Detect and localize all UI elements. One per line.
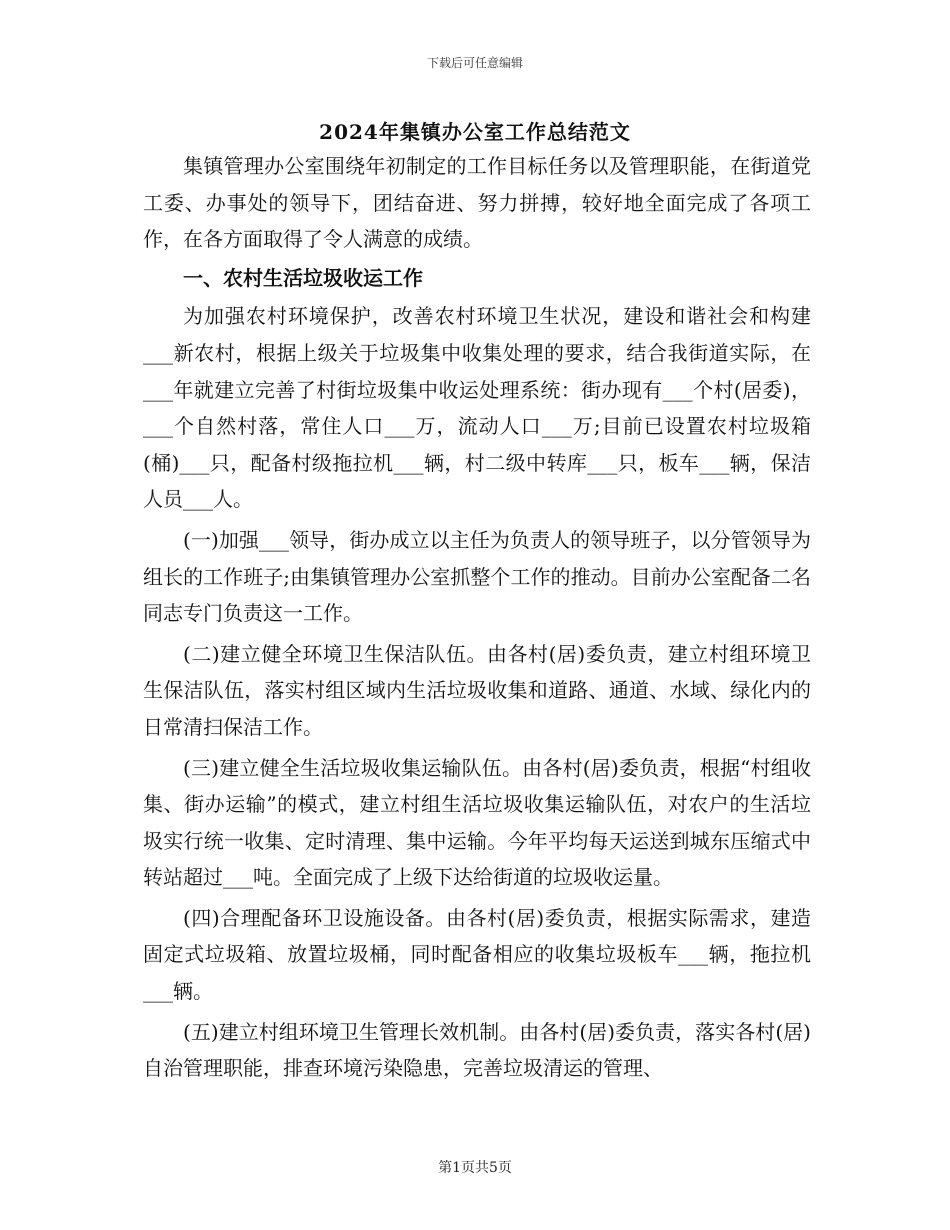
intro-paragraph: 集镇管理办公室围绕年初制定的工作目标任务以及管理职能，在街道党工委、办事处的领导下，团结奋进、努力拼搏，较好地全面完成了各项工作，在各方面取得了令人满意的成绩。 <box>143 154 811 252</box>
body-paragraph: (一)加强___领导，街办成立以主任为负责人的领导班子，以分管领导为组长的工作班子;由集镇管理办公室抓整个工作的推动。目前办公室配备二名同志专门负责这一工作。 <box>143 527 811 626</box>
section-heading: 一、农村生活垃圾收运工作 <box>183 265 423 290</box>
body-paragraph: (二)建立健全环境卫生保洁队伍。由各村(居)委负责，建立村组环境卫生保洁队伍，落实村组区域内生活垃圾收集和道路、通道、水域、绿化内的日常清扫保洁工作。 <box>143 641 811 739</box>
page-header-note: 下载后可任意编辑 <box>426 56 523 70</box>
document-title: 2024年集镇办公室工作总结范文 <box>319 120 631 144</box>
body-paragraph: (四)合理配备环卫设施设备。由各村(居)委负责，根据实际需求，建造固定式垃圾箱、放置垃圾桶，同时配备相应的收集垃圾板车___辆，拖拉机___辆。 <box>143 905 811 1004</box>
body-paragraph: (三)建立健全生活垃圾收集运输队伍。由各村(居)委负责，根据“村组收集、街办运输”的模式，建立村组生活垃圾收集运输队伍，对农户的生活垃圾实行统一收集、定时清理、集中运输。今年平均每天运送到城东压缩式中转站超过___吨。全面完成了上级下达给街道的垃圾收运量。 <box>143 755 811 890</box>
document-body <box>143 148 811 1087</box>
page-footer-number: 第1页共5页 <box>438 1160 512 1176</box>
body-paragraph: 为加强农村环境保护，改善农村环境卫生状况，建设和谐社会和构建___新农村，根据上级关于垃圾集中收集处理的要求，结合我街道实际，在___年就建立完善了村街垃圾集中收运处理系统：街办现有___个村(居委)，___个自然村落，常住人口___万，流动人口___万;目前已设置农村垃圾箱(桶)___只，配备村级拖拉机___辆，村二级中转库___只，板车___辆，保洁人员___人。 <box>143 304 811 512</box>
body-paragraph: (五)建立村组环境卫生管理长效机制。由各村(居)委负责，落实各村(居)自治管理职能，排查环境污染隐患，完善垃圾清运的管理、 <box>143 1019 811 1081</box>
